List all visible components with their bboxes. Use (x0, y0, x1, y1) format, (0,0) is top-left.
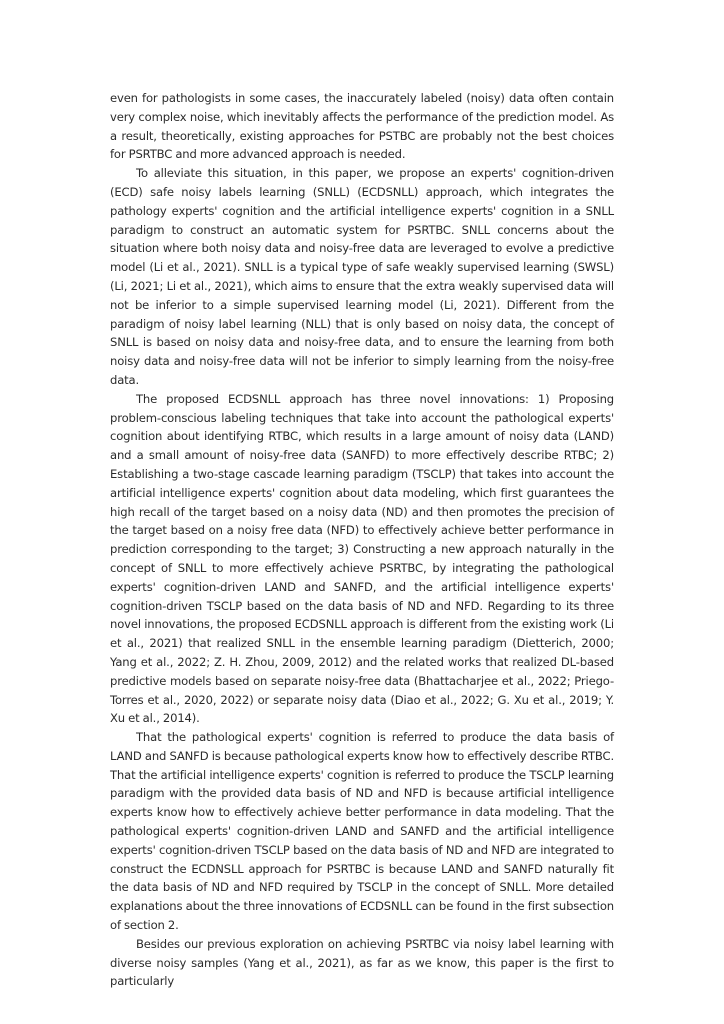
body-text (110, 89, 614, 991)
paragraph-cognition: That the pathological experts' cognition is referred to produce the data basis of LAND and SANFD is because pathological experts know how to effectively describe RTBC. That the artificial intelligence experts' cognition is referred to produce the TSCLP learning paradigm with the provided data basis of ND and NFD is because artificial intelligence experts know how to effectively achieve better performance in data modeling. That the pathological experts' cognition-driven LAND and SANFD and the artificial intelligence experts' cognition-driven TSCLP based on the data basis of ND and NFD are integrated to construct the ECDNSLL approach for PSRTBC is because LAND and SANFD naturally fit the data basis of ND and NFD required by TSCLP in the concept of SNLL. More detailed explanations about the three innovations of ECDSNLL can be found in the first subsection of section 2. (110, 730, 614, 933)
paragraph-continuation: even for pathologists in some cases, the inaccurately labeled (noisy) data often contain very complex noise, which inevitably affects the performance of the prediction model. As a result, theoretically, existing approaches for PSTBC are probably not the best choices for PSRTBC and more advanced approach is needed. (110, 91, 614, 162)
paragraph-innovations: The proposed ECDSNLL approach has three novel innovations: 1) Proposing problem-conscious labeling techniques that take into account the pathological experts' cognition about identifying RTBC, which results in a large amount of noisy data (LAND) and a small amount of noisy-free data (SANFD) to more effectively describe RTBC; 2) Establishing a two-stage cascade learning paradigm (TSCLP) that takes into account the artificial intelligence experts' cognition about data modeling, which first guarantees the high recall of the target based on a noisy data (ND) and then promotes the precision of the target based on a noisy free data (NFD) to effectively achieve better performance in prediction corresponding to the target; 3) Constructing a new approach naturally in the concept of SNLL to more effectively achieve PSRTBC, by integrating the pathological experts' cognition-driven LAND and SANFD, and the artificial intelligence experts' cognition-driven TSCLP based on the data basis of ND and NFD. Regarding to its three novel innovations, the proposed ECDSNLL approach is different from the existing work (Li et al., 2021) that realized SNLL in the ensemble learning paradigm (Dietterich, 2000; Yang et al., 2022; Z. H. Zhou, 2009, 2012) and the related works that realized DL-based predictive models based on separate noisy-free data (Bhattacharjee et al., 2022; Priego-Torres et al., 2020, 2022) or separate noisy data (Diao et al., 2022; G. Xu et al., 2019; Y. Xu et al., 2014). (110, 391, 614, 726)
paragraph-proposal: To alleviate this situation, in this paper, we propose an experts' cognition-driven (ECD) safe noisy labels learning (SNLL) (ECDSNLL) approach, which integrates the pathology experts' cognition and the artificial intelligence experts' cognition in a SNLL paradigm to construct an automatic system for PSRTBC. SNLL concerns about the situation where both noisy data and noisy-free data are leveraged to evolve a predictive model (Li et al., 2021). SNLL is a typical type of safe weakly supervised learning (SWSL) (Li, 2021; Li et al., 2021), which aims to ensure that the extra weakly supervised data will not be inferior to a simple supervised learning model (Li, 2021). Different from the paradigm of noisy label learning (NLL) that is only based on noisy data, the concept of SNLL is based on noisy data and noisy-free data, and to ensure the learning from both noisy data and noisy-free data will not be inferior to simply learning from the noisy-free data. (110, 166, 614, 387)
paragraph-previous-exploration: Besides our previous exploration on achieving PSRTBC via noisy label learning with diverse noisy samples (Yang et al., 2021), as far as we know, this paper is the first to particularly (110, 936, 614, 989)
